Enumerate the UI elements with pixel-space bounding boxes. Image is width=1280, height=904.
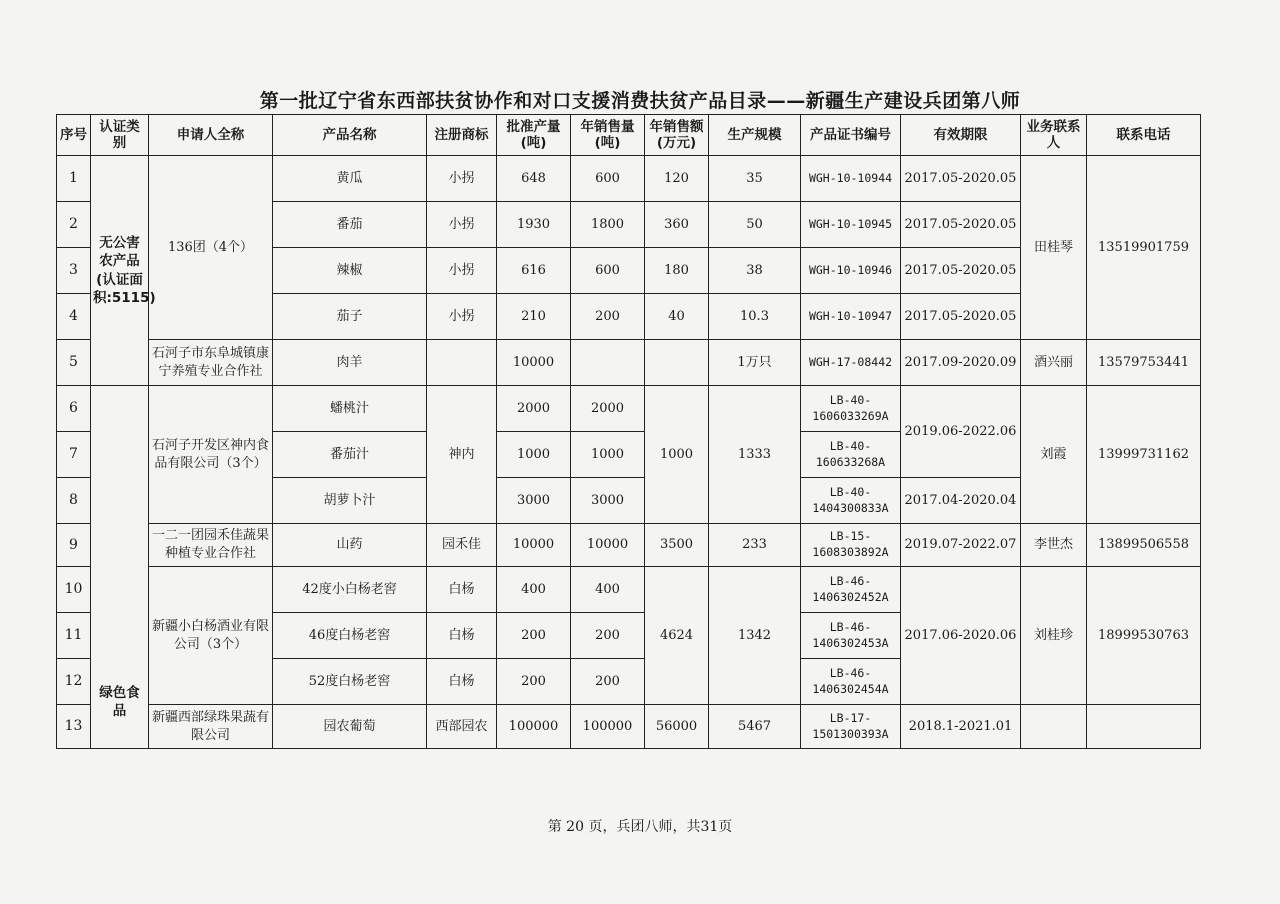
applicant-cell: 石河子市东阜城镇康宁养殖专业合作社 xyxy=(149,340,273,386)
col-header-approved-output: 批准产量(吨) xyxy=(497,115,571,156)
validity-cell: 2017.05-2020.05 xyxy=(901,294,1021,340)
validity-cell: 2017.04-2020.04 xyxy=(901,478,1021,524)
phone-cell: 13519901759 xyxy=(1087,156,1201,340)
sales-amount-cell: 40 xyxy=(645,294,709,340)
cert-cell: LB-15-1608303892A xyxy=(801,524,901,567)
sales-volume-cell: 600 xyxy=(571,248,645,294)
applicant-cell: 136团（4个） xyxy=(149,156,273,340)
product-cell: 辣椒 xyxy=(273,248,427,294)
validity-cell: 2019.06-2022.06 xyxy=(901,386,1021,478)
product-cell: 山药 xyxy=(273,524,427,567)
applicant-cell: 新疆小白杨酒业有限公司（3个） xyxy=(149,567,273,705)
phone-cell: 18999530763 xyxy=(1087,567,1201,705)
seq-cell: 4 xyxy=(57,294,91,340)
brand-cell: 小拐 xyxy=(427,202,497,248)
brand-cell: 白杨 xyxy=(427,567,497,613)
seq-cell: 5 xyxy=(57,340,91,386)
product-cell: 胡萝卜汁 xyxy=(273,478,427,524)
cert-cell: LB-40-1606033269A xyxy=(801,386,901,432)
brand-cell: 园禾佳 xyxy=(427,524,497,567)
table-row xyxy=(57,386,1201,432)
product-cell: 46度白杨老窖 xyxy=(273,613,427,659)
header-row xyxy=(57,115,1201,156)
sales-volume-cell: 1000 xyxy=(571,432,645,478)
scale-cell: 1342 xyxy=(709,567,801,705)
brand-cell: 小拐 xyxy=(427,294,497,340)
approved-cell: 400 xyxy=(497,567,571,613)
sales-volume-cell: 400 xyxy=(571,567,645,613)
cert-cell: WGH-10-10947 xyxy=(801,294,901,340)
approved-cell: 648 xyxy=(497,156,571,202)
category-cell: 绿色食品 xyxy=(91,386,149,749)
validity-cell: 2018.1-2021.01 xyxy=(901,705,1021,749)
cert-cell: WGH-17-08442 xyxy=(801,340,901,386)
seq-cell: 7 xyxy=(57,432,91,478)
phone-cell: 13899506558 xyxy=(1087,524,1201,567)
approved-cell: 1000 xyxy=(497,432,571,478)
product-cell: 黄瓜 xyxy=(273,156,427,202)
col-header-phone: 联系电话 xyxy=(1087,115,1201,156)
table-row xyxy=(57,340,1201,386)
col-header-contact: 业务联系人 xyxy=(1021,115,1087,156)
approved-cell: 10000 xyxy=(497,340,571,386)
col-header-annual-sales-volume: 年销售量(吨) xyxy=(571,115,645,156)
product-cell: 肉羊 xyxy=(273,340,427,386)
sales-volume-cell: 200 xyxy=(571,613,645,659)
seq-cell: 9 xyxy=(57,524,91,567)
approved-cell: 210 xyxy=(497,294,571,340)
sales-amount-cell: 4624 xyxy=(645,567,709,705)
table-row xyxy=(57,567,1201,613)
phone-cell xyxy=(1087,705,1201,749)
cert-cell: WGH-10-10946 xyxy=(801,248,901,294)
cert-cell: WGH-10-10944 xyxy=(801,156,901,202)
category-cell: 无公害农产品(认证面积:5115) xyxy=(91,156,149,386)
contact-cell: 酒兴丽 xyxy=(1021,340,1087,386)
sales-volume-cell: 600 xyxy=(571,156,645,202)
col-header-brand: 注册商标 xyxy=(427,115,497,156)
scale-cell: 5467 xyxy=(709,705,801,749)
sales-volume-cell: 3000 xyxy=(571,478,645,524)
cert-cell: LB-40-1404300833A xyxy=(801,478,901,524)
cert-cell: LB-46-1406302454A xyxy=(801,659,901,705)
scale-cell: 10.3 xyxy=(709,294,801,340)
contact-cell: 刘桂珍 xyxy=(1021,567,1087,705)
product-cell: 蟠桃汁 xyxy=(273,386,427,432)
approved-cell: 100000 xyxy=(497,705,571,749)
sales-volume-cell: 100000 xyxy=(571,705,645,749)
col-header-product: 产品名称 xyxy=(273,115,427,156)
product-cell: 茄子 xyxy=(273,294,427,340)
page-title: 第一批辽宁省东西部扶贫协作和对口支援消费扶贫产品目录——新疆生产建设兵团第八师 xyxy=(259,90,1021,112)
validity-cell: 2017.09-2020.09 xyxy=(901,340,1021,386)
seq-cell: 13 xyxy=(57,705,91,749)
validity-cell: 2017.05-2020.05 xyxy=(901,202,1021,248)
seq-cell: 2 xyxy=(57,202,91,248)
approved-cell: 2000 xyxy=(497,386,571,432)
brand-cell: 白杨 xyxy=(427,659,497,705)
phone-cell: 13579753441 xyxy=(1087,340,1201,386)
page-footer: 第 20 页，兵团八师，共31页 xyxy=(547,819,733,835)
table-row xyxy=(57,524,1201,567)
col-header-scale: 生产规模 xyxy=(709,115,801,156)
brand-cell: 白杨 xyxy=(427,613,497,659)
col-header-seq: 序号 xyxy=(57,115,91,156)
approved-cell: 3000 xyxy=(497,478,571,524)
cert-cell: LB-46-1406302453A xyxy=(801,613,901,659)
applicant-cell: 石河子开发区神内食品有限公司（3个） xyxy=(149,386,273,524)
brand-cell: 小拐 xyxy=(427,248,497,294)
seq-cell: 10 xyxy=(57,567,91,613)
seq-cell: 6 xyxy=(57,386,91,432)
sales-volume-cell: 200 xyxy=(571,659,645,705)
contact-cell xyxy=(1021,705,1087,749)
brand-cell xyxy=(427,340,497,386)
phone-cell: 13999731162 xyxy=(1087,386,1201,524)
sales-amount-cell: 1000 xyxy=(645,386,709,524)
seq-cell: 11 xyxy=(57,613,91,659)
contact-cell: 李世杰 xyxy=(1021,524,1087,567)
applicant-cell: 新疆西部绿珠果蔬有限公司 xyxy=(149,705,273,749)
cert-cell: LB-17-1501300393A xyxy=(801,705,901,749)
col-header-validity: 有效期限 xyxy=(901,115,1021,156)
sales-amount-cell xyxy=(645,340,709,386)
scale-cell: 1万只 xyxy=(709,340,801,386)
seq-cell: 1 xyxy=(57,156,91,202)
sales-volume-cell: 200 xyxy=(571,294,645,340)
cert-cell: LB-40-160633268A xyxy=(801,432,901,478)
sales-amount-cell: 180 xyxy=(645,248,709,294)
product-cell: 番茄汁 xyxy=(273,432,427,478)
cert-cell: WGH-10-10945 xyxy=(801,202,901,248)
validity-cell: 2017.05-2020.05 xyxy=(901,248,1021,294)
seq-cell: 3 xyxy=(57,248,91,294)
product-catalog-table xyxy=(56,114,1201,749)
product-cell: 42度小白杨老窖 xyxy=(273,567,427,613)
sales-amount-cell: 3500 xyxy=(645,524,709,567)
brand-cell: 神内 xyxy=(427,386,497,524)
sales-volume-cell: 10000 xyxy=(571,524,645,567)
product-cell: 园农葡萄 xyxy=(273,705,427,749)
product-cell: 52度白杨老窖 xyxy=(273,659,427,705)
sales-volume-cell xyxy=(571,340,645,386)
scale-cell: 38 xyxy=(709,248,801,294)
sales-amount-cell: 360 xyxy=(645,202,709,248)
table-row xyxy=(57,156,1201,202)
validity-cell: 2019.07-2022.07 xyxy=(901,524,1021,567)
brand-cell: 西部园农 xyxy=(427,705,497,749)
scale-cell: 35 xyxy=(709,156,801,202)
seq-cell: 12 xyxy=(57,659,91,705)
cert-cell: LB-46-1406302452A xyxy=(801,567,901,613)
contact-cell: 田桂琴 xyxy=(1021,156,1087,340)
col-header-cert-number: 产品证书编号 xyxy=(801,115,901,156)
scale-cell: 1333 xyxy=(709,386,801,524)
col-header-annual-sales-amount: 年销售额(万元) xyxy=(645,115,709,156)
validity-cell: 2017.06-2020.06 xyxy=(901,567,1021,705)
col-header-category: 认证类别 xyxy=(91,115,149,156)
sales-volume-cell: 2000 xyxy=(571,386,645,432)
sales-amount-cell: 56000 xyxy=(645,705,709,749)
applicant-cell: 一二一团园禾佳蔬果种植专业合作社 xyxy=(149,524,273,567)
seq-cell: 8 xyxy=(57,478,91,524)
sales-amount-cell: 120 xyxy=(645,156,709,202)
approved-cell: 200 xyxy=(497,613,571,659)
approved-cell: 200 xyxy=(497,659,571,705)
brand-cell: 小拐 xyxy=(427,156,497,202)
product-cell: 番茄 xyxy=(273,202,427,248)
col-header-applicant: 申请人全称 xyxy=(149,115,273,156)
scale-cell: 233 xyxy=(709,524,801,567)
approved-cell: 10000 xyxy=(497,524,571,567)
table-row xyxy=(57,705,1201,749)
contact-cell: 刘霞 xyxy=(1021,386,1087,524)
validity-cell: 2017.05-2020.05 xyxy=(901,156,1021,202)
approved-cell: 1930 xyxy=(497,202,571,248)
sales-volume-cell: 1800 xyxy=(571,202,645,248)
scale-cell: 50 xyxy=(709,202,801,248)
approved-cell: 616 xyxy=(497,248,571,294)
